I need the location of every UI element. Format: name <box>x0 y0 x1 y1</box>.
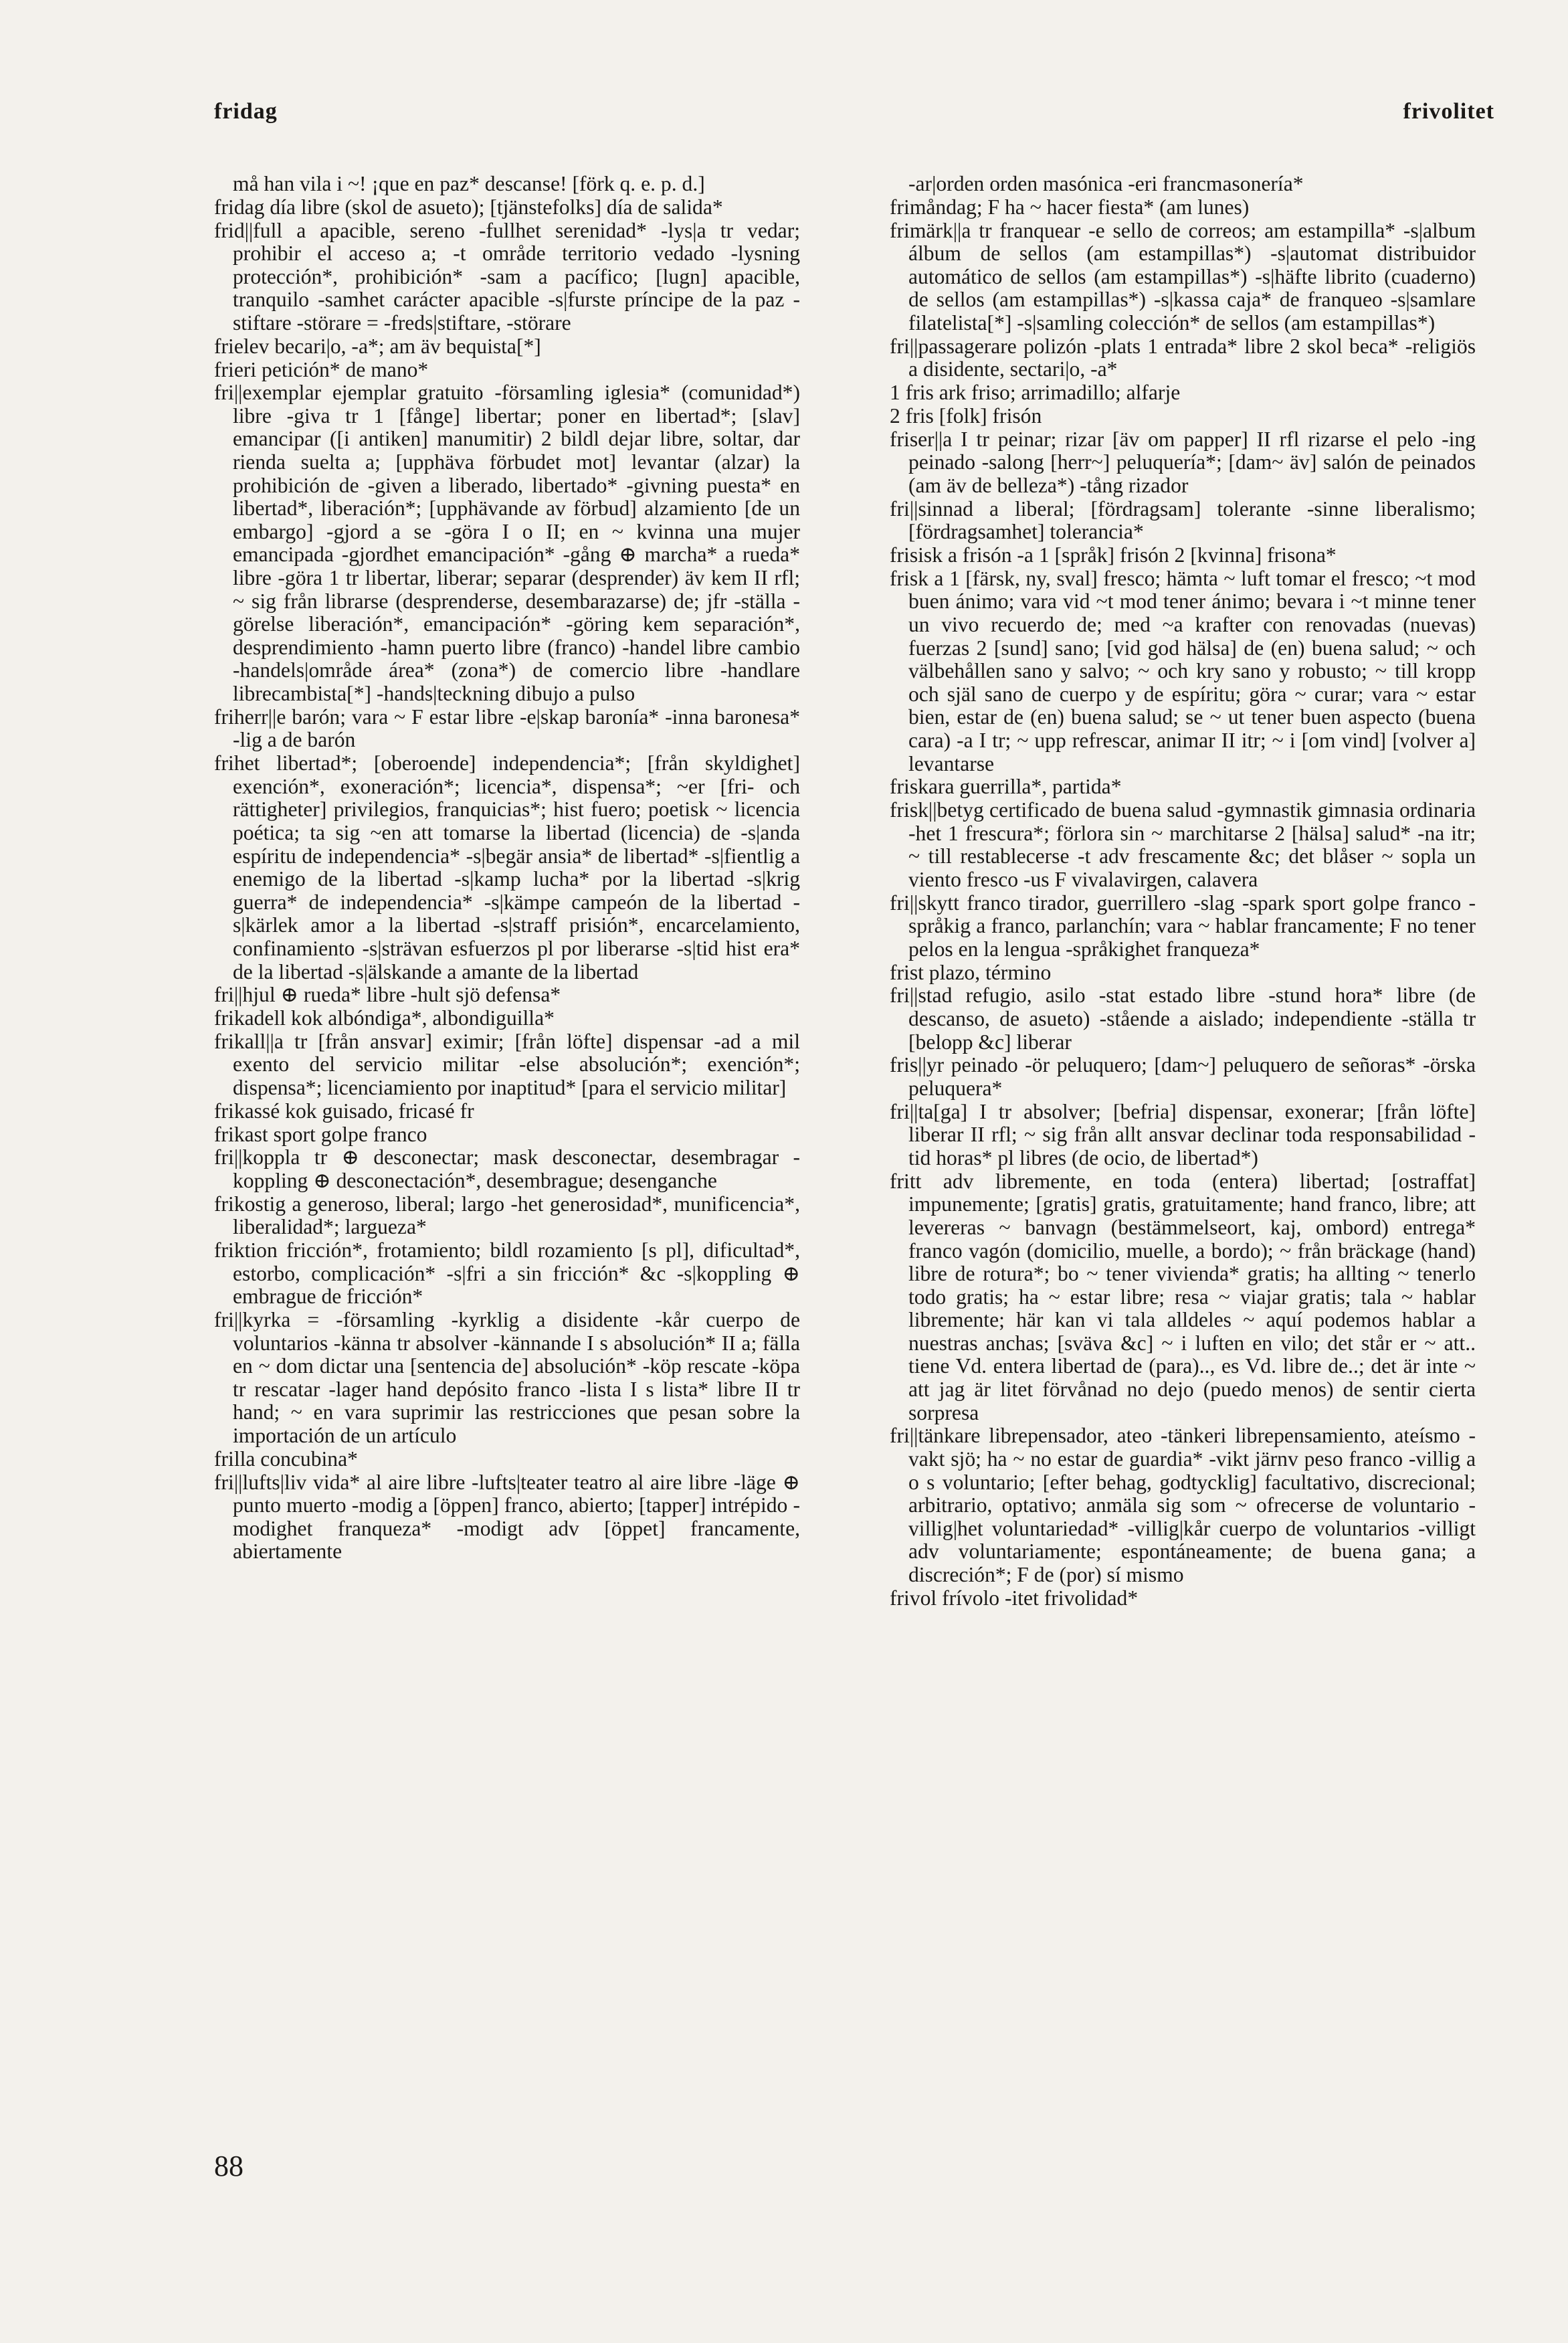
dictionary-entry: fritt adv libremente, en toda (entera) libertad; [ostraffat] impunemente; [gratis] gratis, gratuitamente; hand franco, libre; att levereras ~ banvagn (bestämmelseort, kaj, ombord) entrega* franco vagón (domicilio, muelle, a bordo); ~ från bräckage (hand) libre de rotura*; bo ~ tener vivienda* gratis; ha allting ~ tenerlo todo gratis; ha ~ estar libre; resa ~ viajar gratis; tala ~ hablar libremente; här kan vi tala alldeles ~ aquí podemos hablar a nuestras anchas; [sväva &c] ~ i luften en vilo; det står er ~ att.. tiene Vd. entera libertad de (para).., es Vd. libre de..; det är inte ~ att jag är litet förvånad no dejo (puedo menos) de sentir cierta sorpresa <box>890 1169 1476 1424</box>
dictionary-entry: friherr||e barón; vara ~ F estar libre -e|skap baronía* -inna baronesa* -lig a de barón <box>214 705 800 752</box>
dictionary-entry: 2 fris [folk] frisón <box>890 403 1042 428</box>
dictionary-entry: fri||ta[ga] I tr absolver; [befria] dispensar, exonerar; [från löfte] liberar II rfl; ~ sig från allt ansvar declinar toda responsabilidad -tid horas* pl libres (de ocio, de libertad*) <box>890 1099 1476 1169</box>
dictionary-entry: frisk||betyg certificado de buena salud -gymnastik gimnasia ordinaria -het 1 frescura*; förlora sin ~ marchitarse 2 [hälsa] salud* -na itr; ~ till restablecerse -t adv frescamente &c; det blåser ~ sopla un viento fresco -us F vivalavirgen, calavera <box>890 798 1476 891</box>
dictionary-entry: fri||stad refugio, asilo -stat estado libre -stund hora* libre (de descanso, de asueto) -stående a aislado; independiente -ställa tr [belopp &c] liberar <box>890 983 1476 1054</box>
dictionary-entry: frikadell kok albóndiga*, albondiguilla* <box>214 1006 555 1030</box>
dictionary-entry: fri||hjul ⊕ rueda* libre -hult sjö defensa* <box>214 983 561 1007</box>
dictionary-entry: friser||a I tr peinar; rizar [äv om papper] II rfl rizarse el pelo -ing peinado -salong [herr~] peluquería*; [dam~ äv] salón de peinados (am äv de belleza*) -tång rizador <box>890 427 1476 497</box>
right-column <box>890 173 1476 1610</box>
dictionary-entry: frisisk a frisón -a 1 [språk] frisón 2 [kvinna] frisona* <box>890 543 1337 567</box>
dictionary-entry: friskara guerrilla*, partida* <box>890 775 1122 799</box>
dictionary-entry: frielev becari|o, -a*; am äv bequista[*] <box>214 334 541 358</box>
dictionary-entry: frid||full a apacible, sereno -fullhet serenidad* -lys|a tr vedar; prohibir el acceso a; -t område territorio vedado -lysning protección*, prohibición* -sam a pacífico; [lugn] apacible, tranquilo -samhet carácter apacible -s|furste príncipe de la paz -stiftare -störare = -freds|stiftare, -störare <box>214 218 800 335</box>
dictionary-entry: fri||skytt franco tirador, guerrillero -slag -spark sport golpe franco -språkig a franco, parlanchín; vara ~ hablar francamente; F no tener pelos en la lengua -språkighet franqueza* <box>890 891 1476 961</box>
left-column <box>214 173 800 1564</box>
dictionary-entry: friktion fricción*, frotamiento; bildl rozamiento [s pl], dificultad*, estorbo, complicación* -s|fri a sin fricción* &c -s|koppling ⊕ embrague de fricción* <box>214 1238 800 1309</box>
dictionary-entry: frihet libertad*; [oberoende] independencia*; [från skyldighet] exención*, exoneración*; licencia*, dispensa*; ~er [fri- och rättigheter] privilegios, franquicias*; hist fuero; poetisk ~ licencia poética; ta sig ~en att tomarse la libertad (licencia) de -s|anda espíritu de independencia* -s|begär ansia* de libertad* -s|fientlig a enemigo de la libertad -s|kamp lucha* por la libertad -s|krig guerra* de independencia* -s|kämpe campeón de la libertad -s|kärlek amor a la libertad -s|straff prisión*, encarcelamiento, confinamiento -s|strävan esfuerzos pl por liberarse -s|tid hist era* de la libertad -s|älskande a amante de la libertad <box>214 751 800 983</box>
dictionary-entry: frikall||a tr [från ansvar] eximir; [från löfte] dispensar -ad a mil exento del servicio militar -else absolución*; exención*; dispensa*; licenciamiento por inaptitud* [para el servicio militar] <box>214 1029 800 1100</box>
dictionary-entry: 1 fris ark friso; arrimadillo; alfarje <box>890 381 1181 405</box>
dictionary-entry: fri||kyrka = -församling -kyrklig a disidente -kår cuerpo de voluntarios -känna tr absolver -kännande I s absolución* II a; fälla en ~ dom dictar una [sentencia de] absolución* -köp rescate -köpa tr rescatar -lager hand depósito franco -lista I s lista* libre II tr hand; ~ en vara suprimir las restricciones que pesan sobre la importación de un artículo <box>214 1308 800 1448</box>
dictionary-entry: fris||yr peinado -ör peluquero; [dam~] peluquero de señoras* -örska peluquera* <box>890 1053 1476 1100</box>
dictionary-entry: frist plazo, término <box>890 960 1052 984</box>
dictionary-entry: -ar|orden orden masónica -eri francmasonería* <box>908 172 1304 195</box>
dictionary-entry: fri||lufts|liv vida* al aire libre -lufts|teater teatro al aire libre -läge ⊕ punto muerto -modig a [öppen] franco, abierto; [tapper] intrépido -modighet franqueza* -modigt adv [öppet] francamente, abiertamente <box>214 1470 800 1564</box>
running-head-left: fridag <box>214 99 278 124</box>
dictionary-entry: frisk a 1 [färsk, ny, sval] fresco; hämta ~ luft tomar el fresco; ~t mod buen ánimo; vara vid ~t mod tener ánimo; bevara i ~t minne tener un vivo recuerdo de; med ~a krafter con renovadas (nuevas) fuerzas 2 [sund] sano; [vid god hälsa] de (en) buena salud; ~ och välbehållen sano y salvo; ~ och kry sano y robusto; ~ till kropp och själ sano de cuerpo y de espíritu; göra ~ curar; vara ~ estar bien, estar de (en) buena salud; se ~ ut tener buen aspecto (buena cara) -a I tr; ~ upp refrescar, animar II itr; ~ i [om vind] [volver a] levantarse <box>890 566 1476 775</box>
dictionary-entry: frikostig a generoso, liberal; largo -het generosidad*, munificencia*, liberalidad*; largueza* <box>214 1192 800 1239</box>
dictionary-entry: fri||exemplar ejemplar gratuito -församling iglesia* (comunidad*) libre -giva tr 1 [fånge] libertar; poner en libertad*; [slav] emancipar ([i antiken] manumitir) 2 bildl dejar libre, soltar, dar rienda suelta a; [upphäva förbudet mot] levantar (alzar) la prohibición de -given a liberado, libertado* -givning puesta* en libertad*, liberación*; [upphävande av förbud] alzamiento [de un embargo] -gjord a se -göra I o II; en ~ kvinna una mujer emancipada -gjordhet emancipación* -gång ⊕ marcha* a rueda* libre -göra 1 tr libertar, liberar; separar (desprender) äv kem II rfl; ~ sig från librarse (desprenderse, desembarazarse) de; jfr -ställa -görelse liberación*, emancipación* -göring kem separación*, desprendimiento -hamn puerto libre (franco) -handel libre cambio -handels|område área* (zona*) de comercio libre -handlare librecambista[*] -hands|teckning dibujo a pulso <box>214 381 800 705</box>
dictionary-entry: frimåndag; F ha ~ hacer fiesta* (am lunes) <box>890 195 1250 219</box>
dictionary-entry: fridag día libre (skol de asueto); [tjänstefolks] día de salida* <box>214 195 723 219</box>
dictionary-entry: frieri petición* de mano* <box>214 357 429 381</box>
dictionary-entry: frivol frívolo -itet frivolidad* <box>890 1586 1139 1610</box>
dictionary-entry: fri||koppla tr ⊕ desconectar; mask desconectar, desembragar -koppling ⊕ desconectación*, desembrague; desenganche <box>214 1145 800 1192</box>
dictionary-entry: må han vila i ~! ¡que en paz* descanse! [förk q. e. p. d.] <box>233 172 705 195</box>
dictionary-entry: frimärk||a tr franquear -e sello de correos; am estampilla* -s|album álbum de sellos (am estampillas*) -s|automat distribuidor automático de sellos (am estampillas*) -s|häfte librito (cuaderno) de sellos (am estampillas*) -s|kassa caja* de franqueo -s|samlare filatelista[*] -s|samling colección* de sellos (am estampillas*) <box>890 218 1476 335</box>
page-number: 88 <box>214 2150 243 2182</box>
running-head-right: frivolitet <box>1403 99 1494 124</box>
dictionary-entry: fri||sinnad a liberal; [fördragsam] tolerante -sinne liberalismo; [fördragsamhet] tolerancia* <box>890 496 1476 544</box>
dictionary-entry: frikast sport golpe franco <box>214 1122 427 1146</box>
dictionary-entry: frikassé kok guisado, fricasé fr <box>214 1099 474 1123</box>
dictionary-entry: frilla concubina* <box>214 1446 358 1471</box>
dictionary-entry: fri||tänkare librepensador, ateo -tänkeri librepensamiento, ateísmo -vakt sjö; ha ~ no estar de guardia* -vikt järnv peso franco -villig a o s voluntario; [efter behag, godtycklig] facultativo, discrecional; arbitrario, optativo; anmäla sig som ~ ofrecerse de voluntario -villig|het voluntariedad* -villig|kår cuerpo de voluntarios -villigt adv voluntariamente; espontáneamente; de buena gana; a discreción*; F de (por) sí mismo <box>890 1424 1476 1586</box>
dictionary-entry: fri||passagerare polizón -plats 1 entrada* libre 2 skol beca* -religiös a disidente, sectari|o, -a* <box>890 334 1476 381</box>
